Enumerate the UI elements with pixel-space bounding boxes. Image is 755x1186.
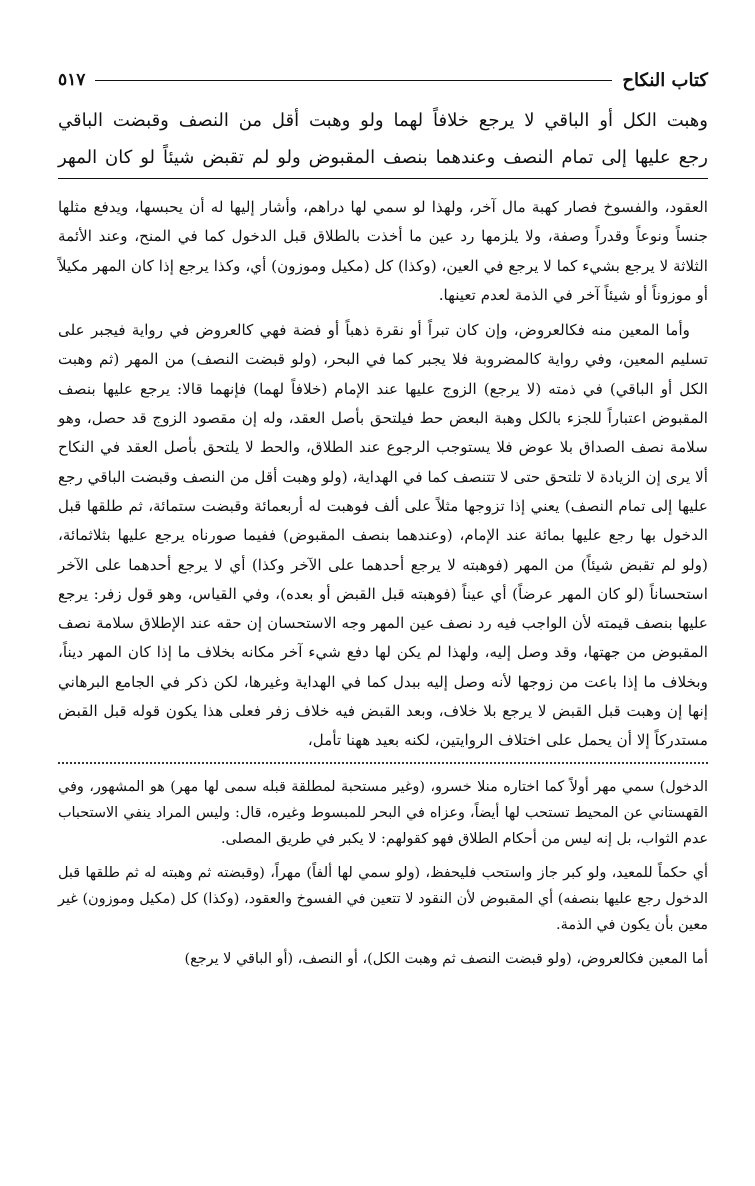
hashiya-paragraph-2: أي حكماً للمعيد، ولو كبر جاز واستحب فليحفظ، (ولو سمي لها ألفاً) مهراً، (وقبضته ثم وهبته له ثم طلقها قبل الدخول رجع عليها بنصفه) أي المقبوض لأن النقود لا تتعين في الفسوخ والعقود، (وكذا) كل (مكيل وموزون) غير معين بأن يكون في الذمة. — [58, 864, 708, 933]
hashiya-paragraph-1: الدخول) سمي مهر أولاً كما اختاره منلا خسرو، (وغير مستحبة لمطلقة قبله سمى لها مهر) هو المشهور، وفي القهستاني عن المحيط تستحب لها أيضاً، وعزاه في البحر للمبسوط وغيره، قال: وليس المراد ينفي الاستحباب عدم الثواب، بل إنه ليس من أحكام الطلاق فهو كقولهم: لا يكبر في طريق المصلى. — [58, 778, 708, 847]
footnote-divider — [58, 762, 708, 764]
header-rule — [95, 80, 612, 81]
book-title: كتاب النكاح — [622, 69, 708, 91]
commentary-paragraph-2: وأما المعين منه فكالعروض، وإن كان تبراً أو نقرة ذهباً أو فضة فهي كالعروض في رواية فيجبر على تسليم المعين، وفي رواية كالمضروبة فلا يجبر كما في البحر، (ولو قبضت النصف) من المهر (ثم وهبت الكل أو الباقي) في ذمته (لا يرجع) الزوج عليها عند الإمام (خلافاً لهما) فإنهما قالا: يرجع عليها بنصف المقبوض اعتباراً للجزء بالكل وهبة البعض حط فيلتحق بأصل العقد، وله إن مقصود الزوج قد حصل، وهو سلامة نصف الصداق بلا عوض فلا يستوجب الرجوع عند الطلاق، والحط لا يلتحق بأصل العقد في النكاح ألا يرى إن الزيادة لا تلتحق حتى لا تتنصف كما في الهداية، (ولو وهبت أقل من النصف وقبضت الباقي رجع عليها إلى تمام النصف) يعني إذا تزوجها مثلاً على ألف فوهبت له أربعمائة وقبضت ستمائة، ثم طلقها قبل الدخول بها رجع عليها بمائة عند الإمام، (وعندهما بنصف المقبوض) ففيما صورناه يرجع عليها بثلاثمائة، (ولو لم تقبض شيئاً) من المهر (فوهبته لا يرجع أحدهما على الآخر وكذا) أي لا يرجع أحدهما على الآخر استحساناً (لو كان المهر عرضاً) أي عيناً (فوهبته قبل القبض أو بعده)، وفي القياس، وهو قول زفر: يرجع عليها بنصف قيمته لأن الواجب فيه رد نصف عين المهر وجه الاستحسان إن حقه عند الإطلاق سلامة نصف المقبوض من جهتها، وقد وصل إليه، ولهذا لم يكن لها دفع شيء آخر مكانه بخلاف ما إذا كان المهر ديناً، وبخلاف ما إذا باعت من زوجها لأنه وصل إليه ببدل كما في الهداية وغيرها، لكن ذكر في الجامع البرهاني إنها إن وهبت قبل القبض لا يرجع بلا خلاف، وبعد القبض فيه خلاف زفر فعلى هذا يكون قوله قبل القبض مستدركاً إلا أن يحمل على اختلاف الروايتين، لكنه بعيد ههنا تأمل، — [58, 321, 708, 750]
matn-text — [58, 102, 708, 176]
commentary-paragraph-1: العقود، والفسوخ فصار كهبة مال آخر، ولهذا لو سمي لها دراهم، وأشار إليها له أن يحبسها، ويدفع مثلها جنساً ونوعاً وقدراً وصفة، ولا يلزمها رد عين ما أخذت بالطلاق قبل الدخول كما في المنح، وعند الأئمة الثلاثة لا يرجع بشيء كما لا يرجع في العين، (وكذا) كل (مكيل وموزون) أي، وكذا يرجع إذا كان المهر مكيلاً أو موزوناً أو شيئاً آخر في الذمة لعدم تعينها. — [58, 198, 708, 304]
matn-divider — [58, 178, 708, 179]
running-header — [58, 62, 708, 98]
marginal-commentary — [58, 774, 708, 972]
matn-line-2: رجع عليها إلى تمام النصف وعندهما بنصف المقبوض ولو لم تقبض شيئاً لو كان المهر — [58, 147, 708, 168]
hashiya-paragraph-3: أما المعين فكالعروض، (ولو قبضت النصف ثم وهبت الكل)، أو النصف، (أو الباقي لا يرجع) — [184, 950, 708, 967]
page-number: ٥١٧ — [58, 70, 86, 90]
commentary — [58, 193, 708, 756]
page — [58, 62, 708, 980]
matn-line-1: وهبت الكل أو الباقي لا يرجع خلافاً لهما ولو وهبت أقل من النصف وقبضت الباقي — [58, 110, 708, 131]
